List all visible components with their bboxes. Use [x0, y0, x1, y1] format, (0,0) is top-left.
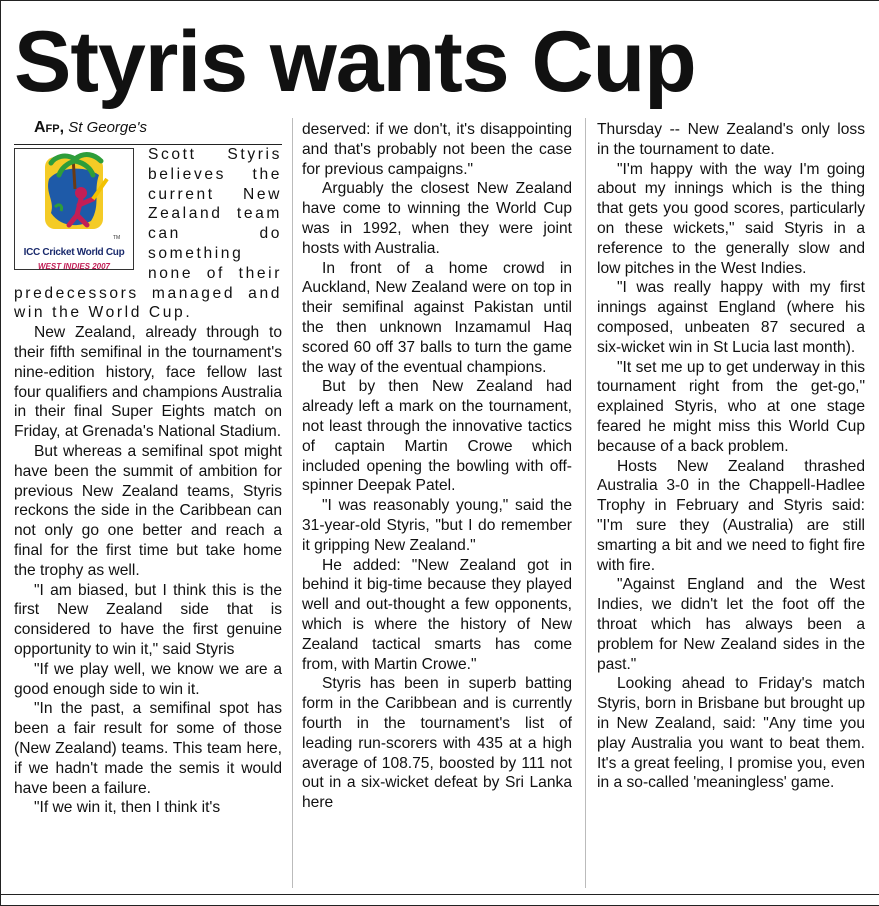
paragraph: "If we win it, then I think it's [34, 799, 221, 817]
paragraph: In front of a home crowd in Auckland, New Zealand were on top in their semifinal against Pakistan until the then unknown Inzamamul Haq scored 60 off 37 balls to turn the game the way of the eventual champions. [302, 259, 572, 376]
column-divider [585, 118, 586, 888]
logo-tm: TM [113, 235, 121, 241]
world-cup-logo [14, 148, 134, 270]
paragraph: "I was reasonably young," said the 31-year-old Styris, "but I do remember it gripping New Zealand." [302, 497, 572, 554]
paragraph: Styris has been in superb batting form in the Caribbean and is currently fourth in the tournament's list of leading run-scorers with 435 at a high average of 108.75, boosted by 111 not out in a six-wicket defeat by Sri Lanka here [302, 675, 572, 812]
paragraph: "I'm happy with the way I'm going about my innings which is the thing that gets you good scores, particularly on these wickets," said Styris in a reference to the generally slow and low pitches in the West Indies. [597, 160, 865, 277]
byline-place: St George's [68, 119, 147, 136]
paragraph: New Zealand, already through to their fifth semifinal in the tournament's nine-edition history, face fellow last four qualifiers and champions Australia in their final Super Eights match on Friday, at Grenada's National Stadium. [14, 324, 282, 441]
byline [14, 118, 282, 145]
paragraph: "It set me up to get underway in this tournament right from the get-go," explained Styris, who at one stage feared he might miss this World Cup because of a back problem. [597, 358, 865, 455]
paragraph: But whereas a semifinal spot might have been the summit of ambition for previous New Zealand teams, Styris reckons the side in the Caribbean can not only go one better and reach a final for the first time but take home the trophy as well. [14, 442, 282, 579]
headline: Styris wants Cup [14, 14, 696, 110]
byline-agency: Afp, [34, 119, 65, 136]
paragraph: "Against England and the West Indies, we didn't let the foot off the throat which has always been a problem for New Zealand sides in the past." [597, 576, 865, 673]
bottom-rule [0, 894, 879, 895]
paragraph: But by then New Zealand had already left a mark on the tournament, not least through the innovative tactics of captain Martin Crowe which included opening the bowling with off-spinner Deepak Patel. [302, 378, 572, 495]
paragraph: He added: "New Zealand got in behind it big-time because they played well and out-thought a few opponents, which is where the history of New Zealand tactical smarts has come from, with Martin Crowe." [302, 556, 572, 673]
paragraph: "I was really happy with my first innings against England (where his composed, unbeaten 87 secured a six-wicket win in St Lucia last month). [597, 279, 865, 356]
paragraph: Hosts New Zealand thrashed Australia 3-0 in the Chappell-Hadlee Trophy in February and Styris said: "I'm sure they (Australia) are still smarting a bit and we need to fight fire with fire. [597, 457, 865, 574]
article-column-3 [597, 120, 865, 793]
column-divider [292, 118, 293, 888]
paragraph: "In the past, a semifinal spot has been a fair result for some of those (New Zealand) teams. This team here, if we hadn't made the semis it would have been a failure. [14, 700, 282, 797]
logo-subtitle: WEST INDIES 2007 [37, 262, 111, 271]
article-column-1 [14, 118, 282, 818]
paragraph: "If we play well, we know we are a good enough side to win it. [14, 660, 282, 698]
paragraph: Thursday -- New Zealand's only loss in the tournament to date. [597, 121, 865, 158]
lead-paragraph: Scott Styris believes the current New Zealand team can do something none of their predecessors managed and win the World Cup. [14, 146, 282, 322]
article-column-2 [302, 120, 572, 813]
paragraph: Arguably the closest New Zealand have come to winning the World Cup was in 1992, when they were joint hosts with Australia. [302, 180, 572, 257]
logo-title: ICC Cricket World Cup [23, 247, 125, 258]
paragraph: deserved: if we don't, it's disappointing and that's probably not been the case for previous campaigns." [302, 121, 572, 178]
paragraph: Looking ahead to Friday's match Styris, born in Brisbane but brought up in New Zealand, said: "Any time you play Australia you want to beat them. It's a great feeling, I promise you, even in a so-called 'meaningless' game. [597, 675, 865, 792]
paragraph: "I am biased, but I think this is the first New Zealand side that is considered to have the first genuine opportunity to win it," said Styris [14, 581, 282, 658]
